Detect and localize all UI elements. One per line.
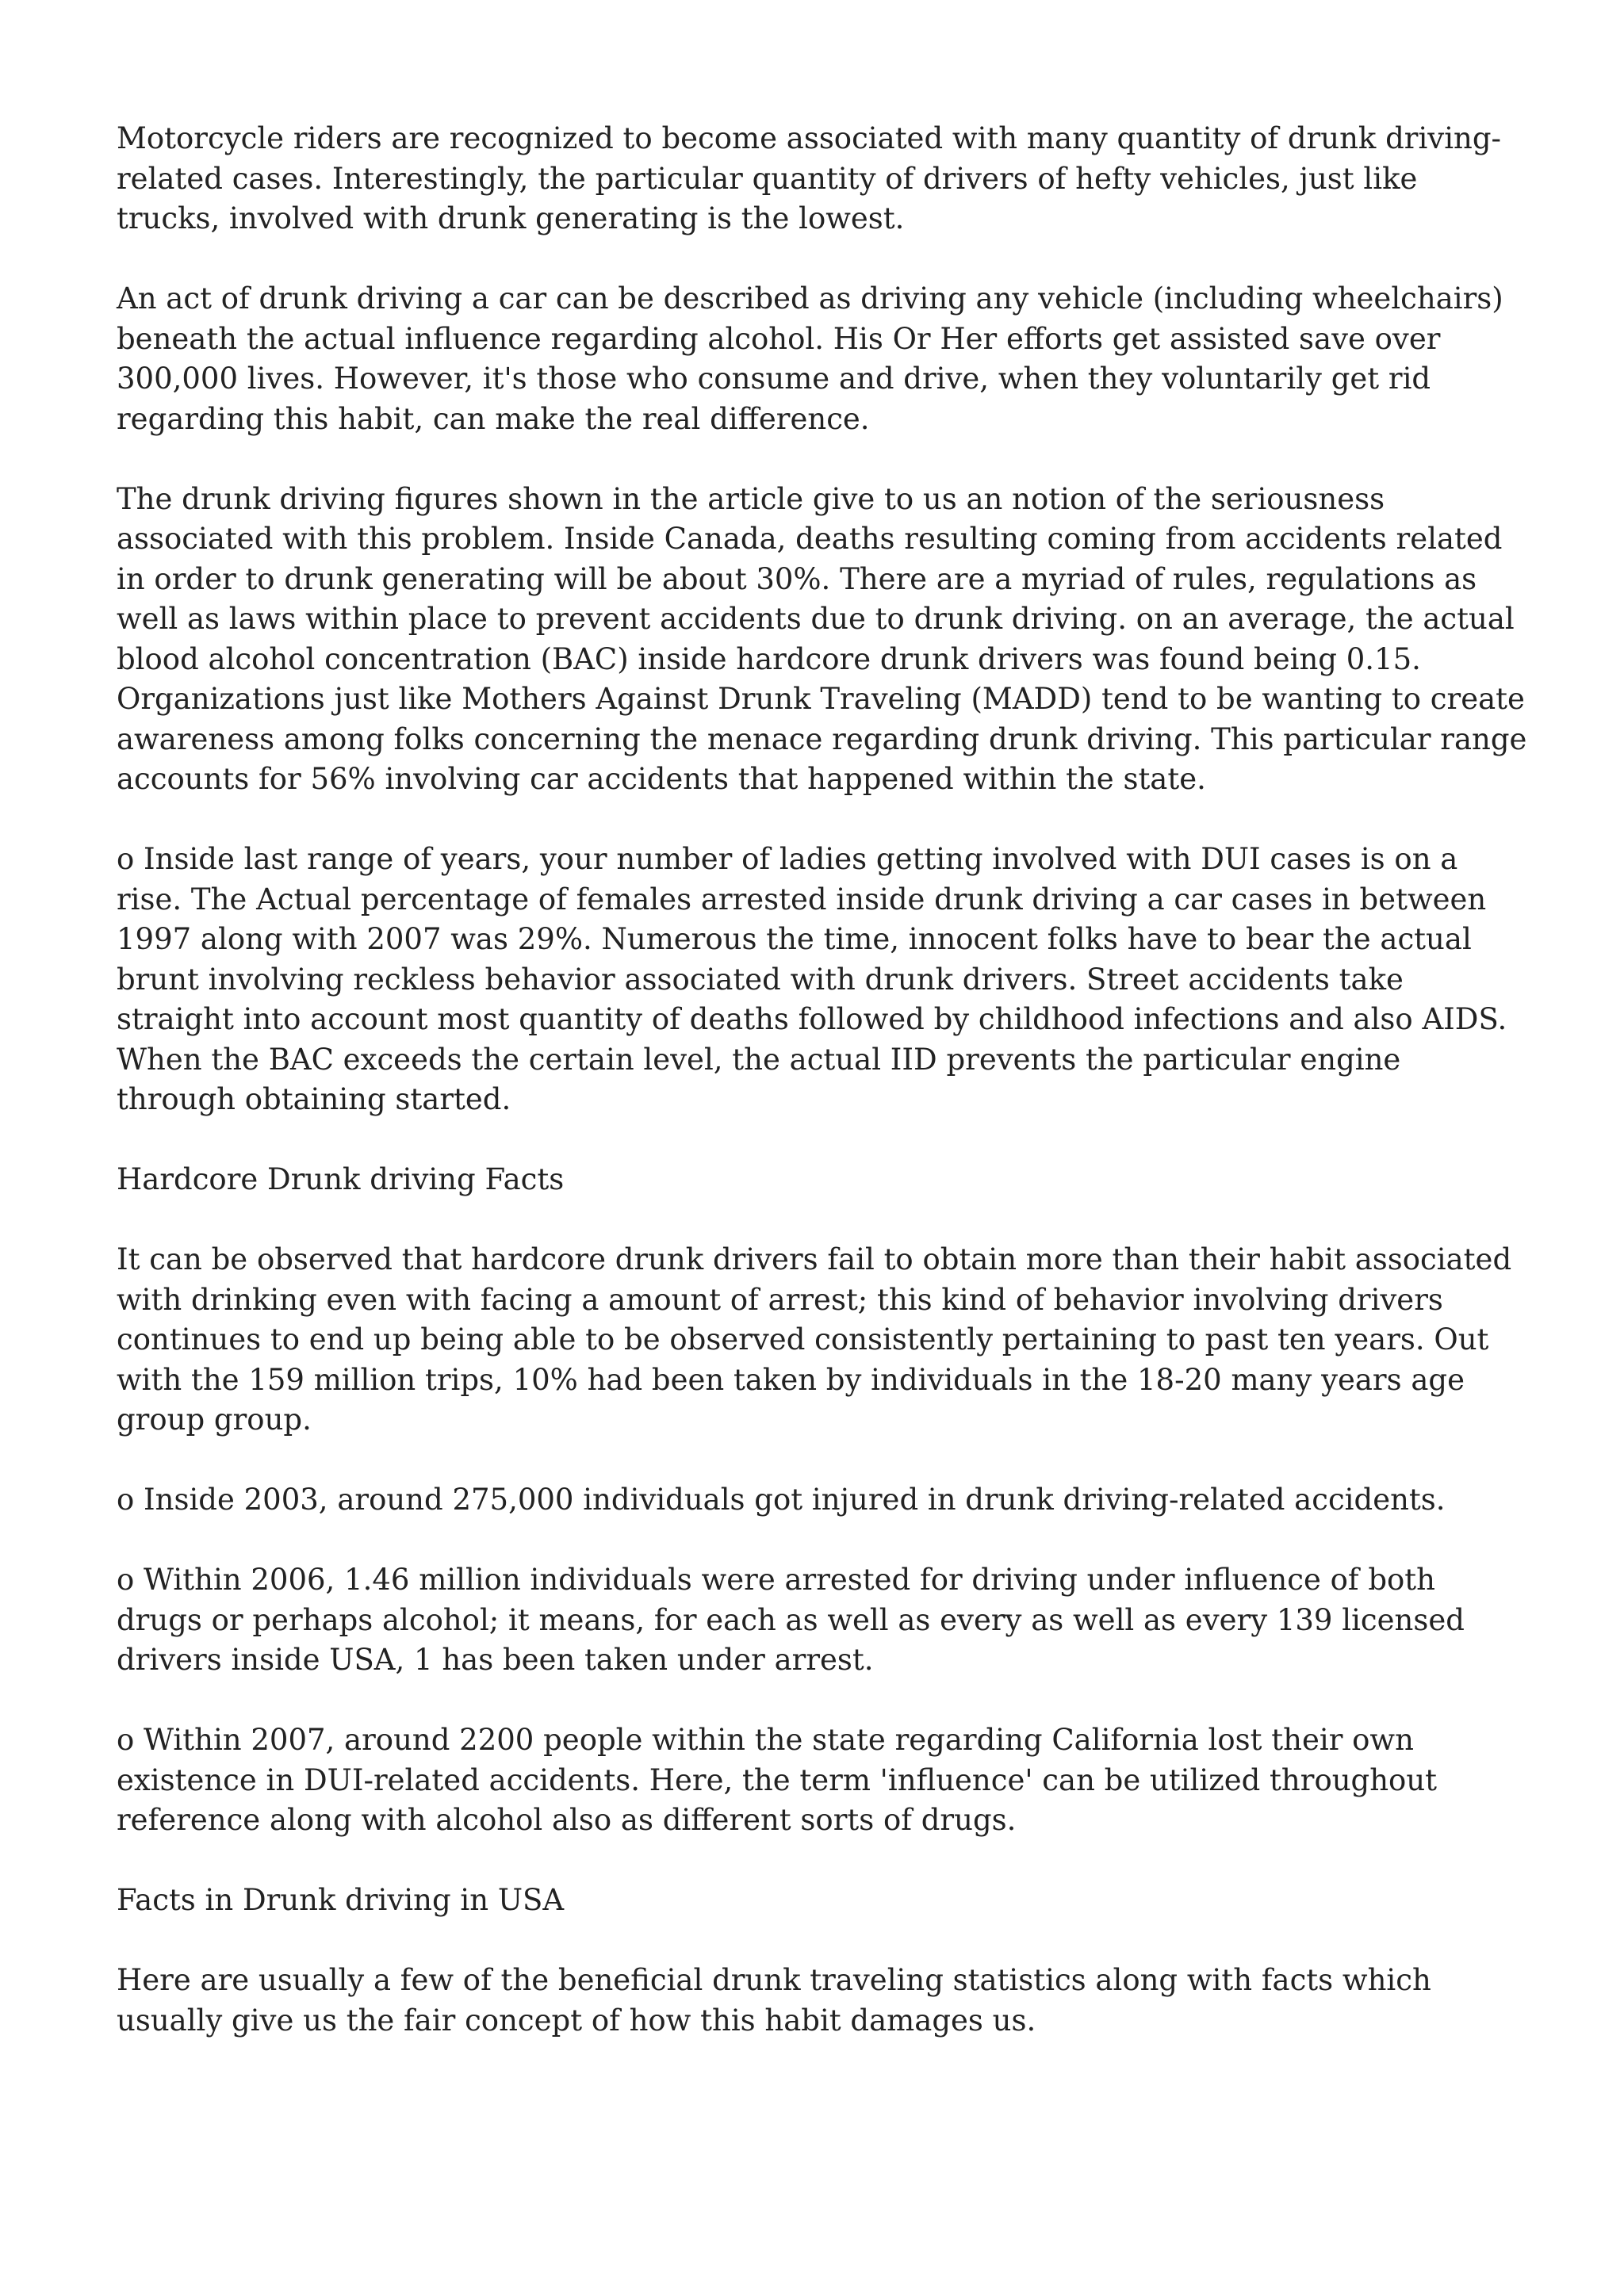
paragraph-hardcore-drivers: It can be observed that hardcore drunk drivers fail to obtain more than their habit associated with drinking even with facing a amount of arrest; this kind of behavior involving drivers continues to end up being able to be observed consistently pertaining to past ten years. Out with the 159 million trips, 10% had been taken by individuals in the 18-20 many years age group group.: [117, 1242, 1512, 1437]
paragraph-drunk-driving-definition: An act of drunk driving a car can be described as driving any vehicle (including wheelchairs) beneath the actual influence regarding alcohol. His Or Her efforts get assisted save over 300,000 lives. However, it's those who consume and drive, when they voluntarily get rid regarding this habit, can make the real difference.: [117, 281, 1503, 436]
section-heading-hardcore-facts: Hardcore Drunk driving Facts: [117, 1162, 565, 1196]
paragraph-drunk-driving-figures: The drunk driving figures shown in the article give to us an notion of the seriousness associated with this problem. Inside Canada, deaths resulting coming from accidents related in order to drunk generating will be about 30%. There are a myriad of rules, regulations as well as laws within place to prevent accidents due to drunk driving. on an average, the actual blood alcohol concentration (BAC) inside hardcore drunk drivers was found being 0.15. Organizations just like Mothers Against Drunk Traveling (MADD) tend to be wanting to create awareness among folks concerning the menace regarding drunk driving. This particular range accounts for 56% involving car accidents that happened within the state.: [117, 481, 1527, 796]
paragraph-statistics-intro: Here are usually a few of the beneficial drunk traveling statistics along with facts which usually give us the fair concept of how this habit damages us.: [117, 1963, 1431, 2038]
paragraph-motorcycle-riders: Motorcycle riders are recognized to become associated with many quantity of drunk driving-related cases. Interestingly, the particular quantity of drivers of hefty vehicles, just like trucks, involved with drunk generating is the lowest.: [117, 121, 1502, 235]
list-item-2007: o Within 2007, around 2200 people within the state regarding California lost their own existence in DUI-related accidents. Here, the term 'influence' can be utilized throughout reference along with alcohol also as different sorts of drugs.: [117, 1723, 1438, 1837]
list-item-2003: o Inside 2003, around 275,000 individuals got injured in drunk driving-related accidents.: [117, 1483, 1446, 1517]
section-heading-usa-facts: Facts in Drunk driving in USA: [117, 1883, 565, 1917]
document-body: [117, 119, 1528, 2081]
paragraph-women-dui: o Inside last range of years, your number of ladies getting involved with DUI cases is on a rise. The Actual percentage of females arrested inside drunk driving a car cases in between 1997 along with 2007 was 29%. Numerous the time, innocent folks have to bear the actual brunt involving reckless behavior associated with drunk drivers. Street accidents take straight into account most quantity of deaths followed by childhood infections and also AIDS. When the BAC exceeds the certain level, the actual IID prevents the particular engine through obtaining started.: [117, 842, 1507, 1116]
list-item-2006: o Within 2006, 1.46 million individuals were arrested for driving under influence of both drugs or perhaps alcohol; it means, for each as well as every as well as every 139 licensed drivers inside USA, 1 has been taken under arrest.: [117, 1563, 1465, 1677]
